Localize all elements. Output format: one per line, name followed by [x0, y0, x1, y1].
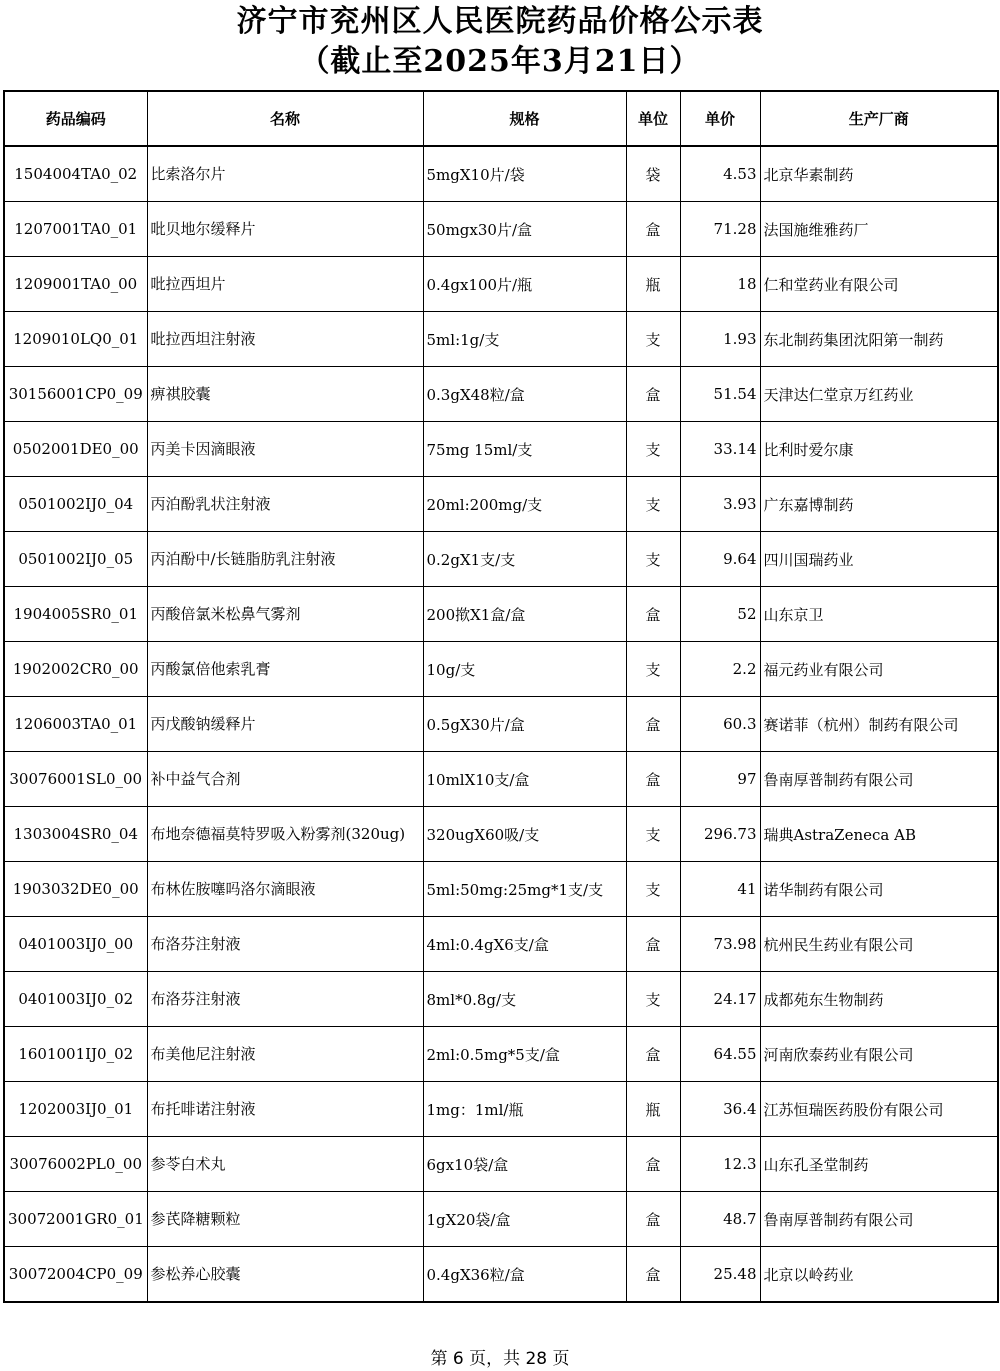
cell-unit: 盒 — [626, 202, 680, 257]
cell-spec: 0.2gX1支/支 — [423, 532, 626, 587]
cell-price: 36.4 — [680, 1082, 760, 1137]
cell-price: 1.93 — [680, 312, 760, 367]
cell-price: 64.55 — [680, 1027, 760, 1082]
cell-maker: 成都苑东生物制药 — [760, 972, 998, 1027]
cell-maker: 比利时爱尔康 — [760, 422, 998, 477]
cell-maker: 山东京卫 — [760, 587, 998, 642]
cell-spec: 0.4gX36粒/盒 — [423, 1247, 626, 1303]
table-row — [4, 1247, 998, 1303]
cell-maker: 仁和堂药业有限公司 — [760, 257, 998, 312]
cell-maker: 赛诺菲（杭州）制药有限公司 — [760, 697, 998, 752]
cell-maker: 河南欣泰药业有限公司 — [760, 1027, 998, 1082]
header-maker: 生产厂商 — [760, 91, 998, 146]
cell-maker: 北京以岭药业 — [760, 1247, 998, 1303]
cell-unit: 瓶 — [626, 1082, 680, 1137]
cell-price: 71.28 — [680, 202, 760, 257]
page-subtitle-date: （截止至2025年3月21日） — [299, 44, 701, 79]
cell-maker: 北京华素制药 — [760, 146, 998, 202]
cell-name: 痹祺胶囊 — [147, 367, 423, 422]
table-header-row — [4, 91, 998, 146]
cell-name: 布林佐胺噻吗洛尔滴眼液 — [147, 862, 423, 917]
header-code: 药品编码 — [4, 91, 147, 146]
cell-spec: 0.5gX30片/盒 — [423, 697, 626, 752]
header-unit: 单位 — [626, 91, 680, 146]
cell-maker: 江苏恒瑞医药股份有限公司 — [760, 1082, 998, 1137]
table-row — [4, 477, 998, 532]
cell-maker: 东北制药集团沈阳第一制药 — [760, 312, 998, 367]
cell-price: 48.7 — [680, 1192, 760, 1247]
cell-price: 296.73 — [680, 807, 760, 862]
cell-code: 0501002IJ0_04 — [4, 477, 147, 532]
cell-unit: 支 — [626, 477, 680, 532]
cell-spec: 5mgX10片/袋 — [423, 146, 626, 202]
cell-unit: 袋 — [626, 146, 680, 202]
cell-name: 丙泊酚中/长链脂肪乳注射液 — [147, 532, 423, 587]
cell-code: 30156001CP0_09 — [4, 367, 147, 422]
cell-unit: 支 — [626, 972, 680, 1027]
cell-spec: 6gx10袋/盒 — [423, 1137, 626, 1192]
cell-name: 参苓白术丸 — [147, 1137, 423, 1192]
cell-name: 布洛芬注射液 — [147, 917, 423, 972]
cell-spec: 4ml:0.4gX6支/盒 — [423, 917, 626, 972]
table-row — [4, 312, 998, 367]
table-row — [4, 752, 998, 807]
cell-code: 1206003TA0_01 — [4, 697, 147, 752]
table-row — [4, 146, 998, 202]
cell-spec: 5ml:1g/支 — [423, 312, 626, 367]
page-footer: 第 6 页，共 28 页 — [430, 1349, 570, 1369]
table-row — [4, 642, 998, 697]
cell-spec: 1gX20袋/盒 — [423, 1192, 626, 1247]
cell-unit: 盒 — [626, 697, 680, 752]
page-title: 济宁市兖州区人民医院药品价格公示表 — [236, 4, 764, 39]
cell-spec: 0.3gX48粒/盒 — [423, 367, 626, 422]
cell-code: 30072001GR0_01 — [4, 1192, 147, 1247]
table-row — [4, 1082, 998, 1137]
cell-price: 3.93 — [680, 477, 760, 532]
cell-name: 吡拉西坦片 — [147, 257, 423, 312]
table-row — [4, 532, 998, 587]
header-spec: 规格 — [423, 91, 626, 146]
cell-code: 30076002PL0_00 — [4, 1137, 147, 1192]
cell-unit: 支 — [626, 422, 680, 477]
cell-unit: 支 — [626, 862, 680, 917]
cell-unit: 支 — [626, 642, 680, 697]
table-row — [4, 917, 998, 972]
table-row — [4, 807, 998, 862]
cell-name: 参松养心胶囊 — [147, 1247, 423, 1303]
cell-price: 73.98 — [680, 917, 760, 972]
cell-maker: 瑞典AstraZeneca AB — [760, 807, 998, 862]
cell-code: 0502001DE0_00 — [4, 422, 147, 477]
table-row — [4, 587, 998, 642]
cell-price: 33.14 — [680, 422, 760, 477]
table-row — [4, 1192, 998, 1247]
cell-name: 布美他尼注射液 — [147, 1027, 423, 1082]
cell-code: 30076001SL0_00 — [4, 752, 147, 807]
table-row — [4, 422, 998, 477]
cell-price: 97 — [680, 752, 760, 807]
cell-price: 52 — [680, 587, 760, 642]
cell-unit: 盒 — [626, 1192, 680, 1247]
cell-code: 1202003IJ0_01 — [4, 1082, 147, 1137]
cell-name: 比索洛尔片 — [147, 146, 423, 202]
cell-price: 41 — [680, 862, 760, 917]
cell-name: 布托啡诺注射液 — [147, 1082, 423, 1137]
cell-price: 25.48 — [680, 1247, 760, 1303]
table-row — [4, 257, 998, 312]
header-price: 单价 — [680, 91, 760, 146]
cell-unit: 支 — [626, 807, 680, 862]
cell-maker: 诺华制药有限公司 — [760, 862, 998, 917]
cell-maker: 天津达仁堂京万红药业 — [760, 367, 998, 422]
cell-spec: 320ugX60吸/支 — [423, 807, 626, 862]
cell-unit: 支 — [626, 532, 680, 587]
cell-unit: 盒 — [626, 917, 680, 972]
table-row — [4, 697, 998, 752]
cell-code: 1303004SR0_04 — [4, 807, 147, 862]
cell-name: 丙泊酚乳状注射液 — [147, 477, 423, 532]
cell-name: 参芪降糖颗粒 — [147, 1192, 423, 1247]
table-row — [4, 862, 998, 917]
cell-price: 51.54 — [680, 367, 760, 422]
cell-unit: 盒 — [626, 1247, 680, 1303]
cell-price: 9.64 — [680, 532, 760, 587]
cell-code: 0401003IJ0_00 — [4, 917, 147, 972]
table-row — [4, 1027, 998, 1082]
cell-code: 1601001IJ0_02 — [4, 1027, 147, 1082]
cell-name: 吡贝地尔缓释片 — [147, 202, 423, 257]
cell-price: 12.3 — [680, 1137, 760, 1192]
cell-spec: 1mg：1ml/瓶 — [423, 1082, 626, 1137]
cell-spec: 8ml*0.8g/支 — [423, 972, 626, 1027]
table-row — [4, 367, 998, 422]
cell-name: 丙戊酸钠缓释片 — [147, 697, 423, 752]
cell-spec: 75mg 15ml/支 — [423, 422, 626, 477]
cell-price: 2.2 — [680, 642, 760, 697]
cell-spec: 0.4gx100片/瓶 — [423, 257, 626, 312]
cell-name: 吡拉西坦注射液 — [147, 312, 423, 367]
cell-code: 30072004CP0_09 — [4, 1247, 147, 1303]
cell-code: 0401003IJ0_02 — [4, 972, 147, 1027]
drug-price-table — [3, 90, 999, 1303]
cell-unit: 瓶 — [626, 257, 680, 312]
cell-unit: 盒 — [626, 1137, 680, 1192]
cell-maker: 山东孔圣堂制药 — [760, 1137, 998, 1192]
cell-spec: 10g/支 — [423, 642, 626, 697]
cell-name: 丙酸倍氯米松鼻气雾剂 — [147, 587, 423, 642]
cell-maker: 鲁南厚普制药有限公司 — [760, 752, 998, 807]
cell-name: 丙酸氯倍他索乳膏 — [147, 642, 423, 697]
cell-code: 1504004TA0_02 — [4, 146, 147, 202]
cell-code: 1903032DE0_00 — [4, 862, 147, 917]
cell-spec: 5ml:50mg:25mg*1支/支 — [423, 862, 626, 917]
cell-spec: 10mlX10支/盒 — [423, 752, 626, 807]
cell-unit: 盒 — [626, 1027, 680, 1082]
cell-code: 1207001TA0_01 — [4, 202, 147, 257]
cell-maker: 福元药业有限公司 — [760, 642, 998, 697]
cell-unit: 支 — [626, 312, 680, 367]
cell-maker: 杭州民生药业有限公司 — [760, 917, 998, 972]
cell-name: 布地奈德福莫特罗吸入粉雾剂(320ug) — [147, 807, 423, 862]
table-body — [4, 146, 998, 1302]
cell-maker: 鲁南厚普制药有限公司 — [760, 1192, 998, 1247]
cell-spec: 2ml:0.5mg*5支/盒 — [423, 1027, 626, 1082]
cell-spec: 50mgx30片/盒 — [423, 202, 626, 257]
cell-price: 24.17 — [680, 972, 760, 1027]
cell-price: 60.3 — [680, 697, 760, 752]
cell-maker: 四川国瑞药业 — [760, 532, 998, 587]
cell-price: 18 — [680, 257, 760, 312]
cell-unit: 盒 — [626, 752, 680, 807]
cell-code: 0501002IJ0_05 — [4, 532, 147, 587]
table-row — [4, 972, 998, 1027]
cell-code: 1904005SR0_01 — [4, 587, 147, 642]
cell-name: 丙美卡因滴眼液 — [147, 422, 423, 477]
cell-code: 1209001TA0_00 — [4, 257, 147, 312]
cell-price: 4.53 — [680, 146, 760, 202]
cell-code: 1902002CR0_00 — [4, 642, 147, 697]
cell-unit: 盒 — [626, 367, 680, 422]
table-row — [4, 202, 998, 257]
cell-name: 布洛芬注射液 — [147, 972, 423, 1027]
cell-maker: 法国施维雅药厂 — [760, 202, 998, 257]
cell-code: 1209010LQ0_01 — [4, 312, 147, 367]
cell-spec: 20ml:200mg/支 — [423, 477, 626, 532]
header-name: 名称 — [147, 91, 423, 146]
table-row — [4, 1137, 998, 1192]
cell-maker: 广东嘉博制药 — [760, 477, 998, 532]
cell-name: 补中益气合剂 — [147, 752, 423, 807]
cell-unit: 盒 — [626, 587, 680, 642]
cell-spec: 200揿X1盒/盒 — [423, 587, 626, 642]
